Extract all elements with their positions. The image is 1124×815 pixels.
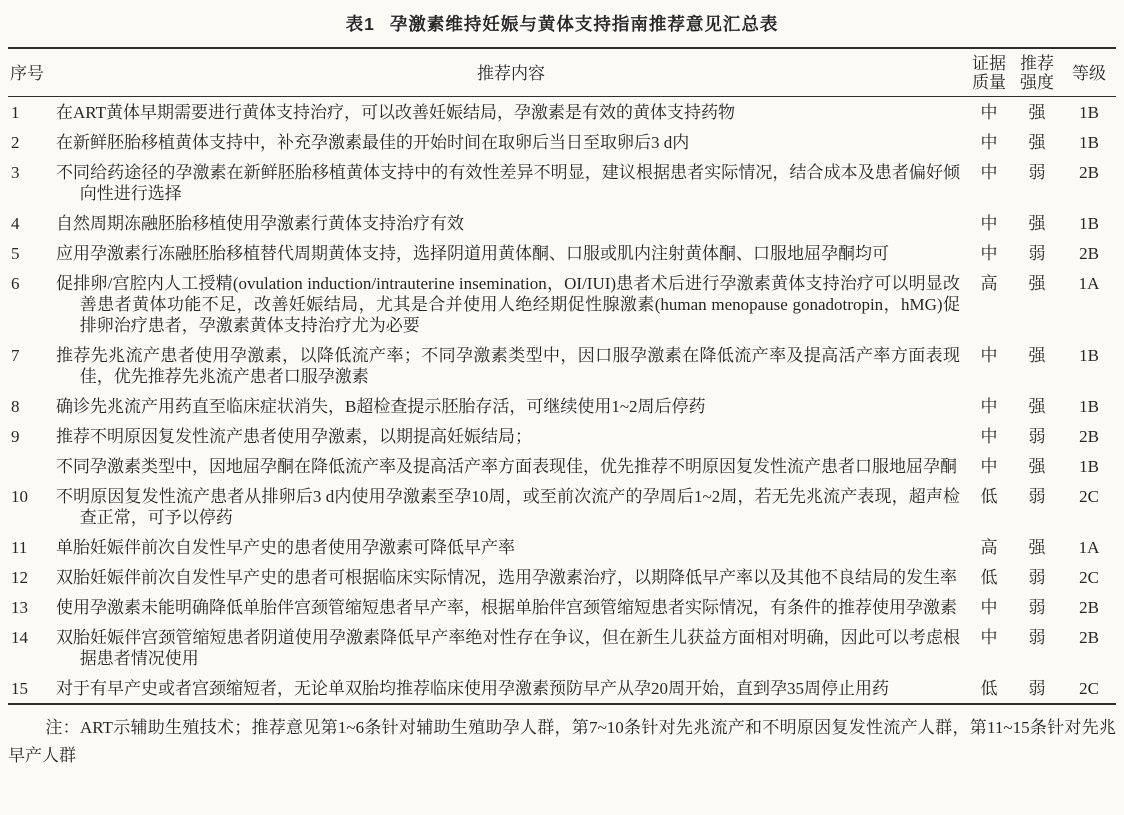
row-content-cell — [56, 157, 966, 208]
row-content-cell — [56, 451, 966, 481]
row-content: 推荐不明原因复发性流产患者使用孕激素，以期提高妊娠结局； — [56, 427, 532, 446]
table-row — [8, 391, 1116, 421]
row-grade: 1B — [1079, 133, 1099, 152]
col-header-evidence-line2: 质量 — [972, 73, 1006, 92]
row-content-cell — [56, 673, 966, 704]
row-number: 10 — [11, 487, 28, 506]
row-number: 3 — [11, 163, 20, 182]
row-strength: 强 — [1028, 538, 1046, 557]
row-content-cell — [56, 592, 966, 622]
table-row — [8, 673, 1116, 704]
row-strength: 弱 — [1028, 244, 1046, 263]
row-content-cell — [56, 340, 966, 391]
row-content: 双胎妊娠伴宫颈管缩短患者阴道使用孕激素降低早产率绝对性存在争议，但在新生儿获益方面相对明确，因此可以考虑根据患者情况使用 — [56, 628, 960, 668]
row-grade: 1A — [1078, 274, 1100, 293]
row-evidence-quality: 中 — [980, 133, 998, 152]
row-grade: 2B — [1079, 163, 1099, 182]
table-row — [8, 340, 1116, 391]
row-evidence-quality: 中 — [980, 346, 998, 365]
row-content-cell — [56, 622, 966, 673]
row-number: 8 — [11, 397, 20, 416]
row-content-cell — [56, 97, 966, 128]
row-content: 推荐先兆流产患者使用孕激素，以降低流产率；不同孕激素类型中，因口服孕激素在降低流产率及提高活产率方面表现佳，优先推荐先兆流产患者口服孕激素 — [56, 346, 960, 386]
row-grade: 1B — [1079, 103, 1099, 122]
col-header-strength-line2: 强度 — [1020, 73, 1054, 92]
table-row — [8, 421, 1116, 451]
col-header-content: 推荐内容 — [56, 48, 966, 97]
row-number: 11 — [11, 538, 28, 557]
row-evidence-quality: 中 — [980, 397, 998, 416]
table-caption-title: 孕激素维持妊娠与黄体支持指南推荐意见汇总表 — [389, 14, 779, 34]
row-grade: 1B — [1079, 397, 1099, 416]
row-number: 4 — [11, 214, 20, 233]
row-content: 在新鲜胚胎移植黄体支持中，补充孕激素最佳的开始时间在取卵后当日至取卵后3 d内 — [56, 133, 690, 152]
row-evidence-quality: 中 — [980, 427, 998, 446]
row-content: 不同给药途径的孕激素在新鲜胚胎移植黄体支持中的有效性差异不明显，建议根据患者实际情况，结合成本及患者偏好倾向性进行选择 — [56, 163, 960, 203]
table-row — [8, 562, 1116, 592]
row-evidence-quality: 低 — [980, 487, 998, 506]
row-content-cell — [56, 532, 966, 562]
row-content-cell — [56, 208, 966, 238]
table-caption-label: 表1 — [345, 14, 375, 34]
row-grade: 2C — [1079, 487, 1099, 506]
row-number: 7 — [11, 346, 20, 365]
row-strength: 弱 — [1028, 628, 1046, 647]
row-grade: 2B — [1079, 628, 1099, 647]
row-content: 单胎妊娠伴前次自发性早产史的患者使用孕激素可降低早产率 — [56, 538, 515, 557]
table-row — [8, 532, 1116, 562]
row-content: 使用孕激素未能明确降低单胎伴宫颈管缩短患者早产率，根据单胎伴宫颈管缩短患者实际情况，有条件的推荐使用孕激素 — [56, 598, 957, 617]
row-number: 15 — [11, 679, 28, 698]
col-header-evidence-quality — [966, 48, 1012, 97]
row-number — [8, 451, 56, 481]
row-evidence-quality: 中 — [980, 103, 998, 122]
row-strength: 强 — [1028, 274, 1046, 293]
row-grade: 2B — [1079, 244, 1099, 263]
row-strength: 强 — [1028, 133, 1046, 152]
table-row — [8, 451, 1116, 481]
row-content-cell — [56, 481, 966, 532]
row-grade: 2C — [1079, 568, 1099, 587]
row-evidence-quality: 中 — [980, 163, 998, 182]
table-header — [8, 48, 1116, 97]
row-content: 不明原因复发性流产患者从排卵后3 d内使用孕激素至孕10周，或至前次流产的孕周后1~2周，若无先兆流产表现，超声检查正常，可予以停药 — [56, 487, 960, 527]
row-grade: 2C — [1079, 679, 1099, 698]
row-grade: 1B — [1079, 346, 1099, 365]
table-row — [8, 622, 1116, 673]
row-number: 6 — [11, 274, 20, 293]
row-grade: 1B — [1079, 457, 1099, 476]
row-strength: 弱 — [1028, 163, 1046, 182]
table-row — [8, 592, 1116, 622]
row-number: 5 — [11, 244, 20, 263]
table-row — [8, 481, 1116, 532]
row-grade: 1B — [1079, 214, 1099, 233]
row-strength: 强 — [1028, 346, 1046, 365]
row-evidence-quality: 低 — [980, 679, 998, 698]
recommendations-table — [8, 47, 1116, 705]
row-number: 14 — [11, 628, 28, 647]
row-content-cell — [56, 268, 966, 340]
table-body — [8, 97, 1116, 705]
table-row — [8, 268, 1116, 340]
row-content: 自然周期冻融胚胎移植使用孕激素行黄体支持治疗有效 — [56, 214, 464, 233]
row-evidence-quality: 中 — [980, 598, 998, 617]
row-grade: 2B — [1079, 598, 1099, 617]
row-evidence-quality: 中 — [980, 628, 998, 647]
row-strength: 强 — [1028, 103, 1046, 122]
row-strength: 强 — [1028, 457, 1046, 476]
row-evidence-quality: 中 — [980, 244, 998, 263]
col-header-evidence-line1: 证据 — [972, 54, 1006, 73]
row-strength: 弱 — [1028, 487, 1046, 506]
row-number: 1 — [11, 103, 20, 122]
row-content: 不同孕激素类型中，因地屈孕酮在降低流产率及提高活产率方面表现佳，优先推荐不明原因复发性流产患者口服地屈孕酮 — [56, 457, 957, 476]
row-content-cell — [56, 391, 966, 421]
row-content-cell — [56, 238, 966, 268]
row-content-cell — [56, 421, 966, 451]
row-evidence-quality: 中 — [980, 457, 998, 476]
row-grade: 1A — [1078, 538, 1100, 557]
table-row — [8, 97, 1116, 128]
col-header-strength-line1: 推荐 — [1020, 54, 1054, 73]
col-header-grade: 等级 — [1062, 48, 1116, 97]
col-header-strength — [1012, 48, 1062, 97]
table-row — [8, 127, 1116, 157]
row-content: 确诊先兆流产用药直至临床症状消失，B超检查提示胚胎存活，可继续使用1~2周后停药 — [56, 397, 706, 416]
table-row — [8, 238, 1116, 268]
row-content-cell — [56, 127, 966, 157]
row-number: 9 — [11, 427, 20, 446]
row-evidence-quality: 高 — [980, 538, 998, 557]
row-evidence-quality: 高 — [980, 274, 998, 293]
row-content-cell — [56, 562, 966, 592]
row-content: 应用孕激素行冻融胚胎移植替代周期黄体支持，选择阴道用黄体酮、口服或肌内注射黄体酮、口服地屈孕酮均可 — [56, 244, 889, 263]
table-header-row — [8, 48, 1116, 97]
row-strength: 弱 — [1028, 427, 1046, 446]
row-evidence-quality: 中 — [980, 214, 998, 233]
row-number: 2 — [11, 133, 20, 152]
footnote: 注：ART示辅助生殖技术；推荐意见第1~6条针对辅助生殖助孕人群，第7~10条针对先兆流产和不明原因复发性流产人群，第11~15条针对先兆早产人群 — [8, 718, 1116, 765]
row-content: 在ART黄体早期需要进行黄体支持治疗，可以改善妊娠结局，孕激素是有效的黄体支持药物 — [56, 103, 735, 122]
row-evidence-quality: 低 — [980, 568, 998, 587]
row-content: 双胎妊娠伴前次自发性早产史的患者可根据临床实际情况，选用孕激素治疗，以期降低早产率以及其他不良结局的发生率 — [56, 568, 957, 587]
row-number: 12 — [11, 568, 28, 587]
row-strength: 弱 — [1028, 679, 1046, 698]
table-row — [8, 208, 1116, 238]
row-content: 对于有早产史或者宫颈缩短者，无论单双胎均推荐临床使用孕激素预防早产从孕20周开始，直到孕35周停止用药 — [56, 679, 889, 698]
row-strength: 强 — [1028, 214, 1046, 233]
table-caption — [8, 5, 1116, 47]
table-row — [8, 157, 1116, 208]
row-number: 13 — [11, 598, 28, 617]
row-strength: 强 — [1028, 397, 1046, 416]
row-strength: 弱 — [1028, 568, 1046, 587]
row-strength: 弱 — [1028, 598, 1046, 617]
col-header-no: 序号 — [8, 48, 56, 97]
row-content: 促排卵/宫腔内人工授精(ovulation induction/intrauterine insemination，OI/IUI)患者术后进行孕激素黄体支持治疗可以明显改善患者黄体功能不足，改善妊娠结局，尤其是合并使用人绝经期促性腺激素(human menopause gonadotropin，hMG)促排卵治疗患者，孕激素黄体支持治疗尤为必要 — [56, 274, 960, 335]
row-grade: 2B — [1079, 427, 1099, 446]
